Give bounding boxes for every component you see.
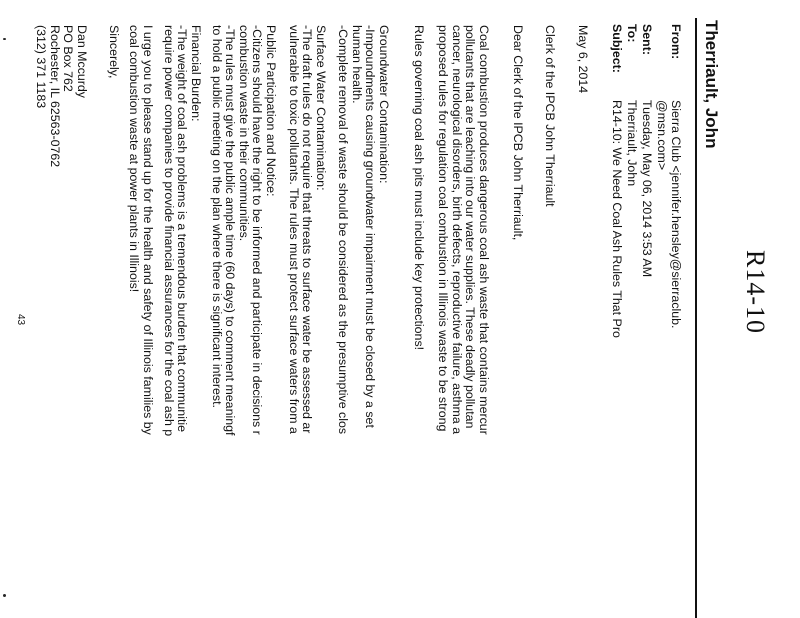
rules-statement: Rules governing coal ash pits must include key protections! bbox=[412, 25, 426, 351]
surface-water-section bbox=[286, 25, 327, 434]
paragraph-line: -The rules must give the public ample time (60 days) to comment meaningf bbox=[223, 25, 238, 436]
paragraph-line: combustion waste in their communities. bbox=[236, 25, 251, 242]
section-heading: Surface Water Contamination: bbox=[314, 25, 328, 191]
signer-city: Rochester, IL 62563-0762 bbox=[47, 25, 62, 168]
signer-name: Dan Mccurdy bbox=[75, 25, 89, 98]
heading-divider bbox=[695, 18, 697, 618]
paragraph-line: pollutants that are leaching into our water supplies. These deadly pollutan bbox=[463, 25, 478, 429]
sent-label: Sent: bbox=[640, 24, 654, 55]
paragraph-line: -Complete removal of waste should be considered as the presumptive clos bbox=[336, 25, 351, 435]
public-participation-section bbox=[209, 25, 277, 435]
section-heading: Groundwater Contamination: bbox=[377, 25, 391, 184]
paragraph-line: I urge you to please stand up for the health and safety of Illinois families by bbox=[141, 25, 155, 435]
paragraph-line: -Citizens should have the right to be informed and participate in decisions r bbox=[250, 25, 265, 435]
from-value-line-2: @msn.com> bbox=[655, 100, 669, 171]
signature-block bbox=[34, 25, 88, 167]
from-label: From: bbox=[669, 24, 683, 60]
subject-label: Subject: bbox=[610, 24, 624, 73]
section-heading: Financial Burden: bbox=[189, 25, 203, 122]
paragraph-line: -The draft rules do not require that threats to surface water be assessed ar bbox=[300, 25, 315, 434]
paragraph-line: coal combustion waste at power plants in Illinois! bbox=[127, 25, 142, 293]
intro-paragraph bbox=[436, 25, 490, 435]
paragraph-line: to hold a public meeting on the plan where there is significant interest. bbox=[209, 25, 224, 408]
signoff: Sincerely, bbox=[107, 25, 121, 79]
paragraph-line: require power companies to provide financial assurances for the coal ash p bbox=[161, 25, 176, 437]
groundwater-section bbox=[336, 25, 390, 434]
paragraph-line: cancer, neurological disorders, birth defects, reproductive failure, asthma a bbox=[449, 25, 464, 435]
paragraph-line: proposed rules for regulation coal combustion in Illinois waste to be strong bbox=[436, 25, 451, 432]
scan-speck bbox=[3, 38, 6, 40]
page-number: 43 bbox=[15, 314, 26, 326]
paragraph-line: -Impoundments causing groundwater impairment must be closed by a set bbox=[363, 25, 378, 428]
docket-number: R14-10 bbox=[741, 250, 770, 334]
sender-name-heading: Therriault, John bbox=[702, 20, 721, 149]
paragraph-line: Coal combustion produces dangerous coal ash waste that contains mercur bbox=[477, 25, 491, 435]
financial-section bbox=[161, 25, 202, 436]
subject-value: R14-10: We Need Coal Ash Rules That Pro bbox=[610, 100, 624, 338]
letter-date: May 6, 2014 bbox=[576, 25, 590, 94]
sent-value: Tuesday, May 06, 2014 3:53 AM bbox=[640, 100, 654, 278]
signer-po-box: PO Box 762 bbox=[61, 25, 76, 92]
salutation: Dear Clerk of the IPCB John Therriault, bbox=[511, 25, 525, 241]
from-value-line-1: Sierra Club <jennifer.hensley@sierraclub. bbox=[669, 100, 683, 329]
recipient-line: Clerk of the IPCB John Therriault bbox=[543, 25, 557, 207]
closing-plea bbox=[127, 25, 154, 435]
to-value: Therriault, John bbox=[625, 100, 639, 187]
to-label: To: bbox=[625, 24, 639, 43]
paragraph-line: vulnerable to toxic pollutants. The rules must protect surface waters from a bbox=[286, 25, 301, 434]
paragraph-line: human health. bbox=[349, 25, 364, 104]
signer-phone: (312) 371 1183 bbox=[34, 25, 49, 109]
section-heading: Public Participation and Notice: bbox=[264, 25, 278, 197]
scan-speck bbox=[3, 594, 6, 597]
paragraph-line: -The weight of coal ash problems is a tremendous burden that communitie bbox=[175, 25, 190, 433]
